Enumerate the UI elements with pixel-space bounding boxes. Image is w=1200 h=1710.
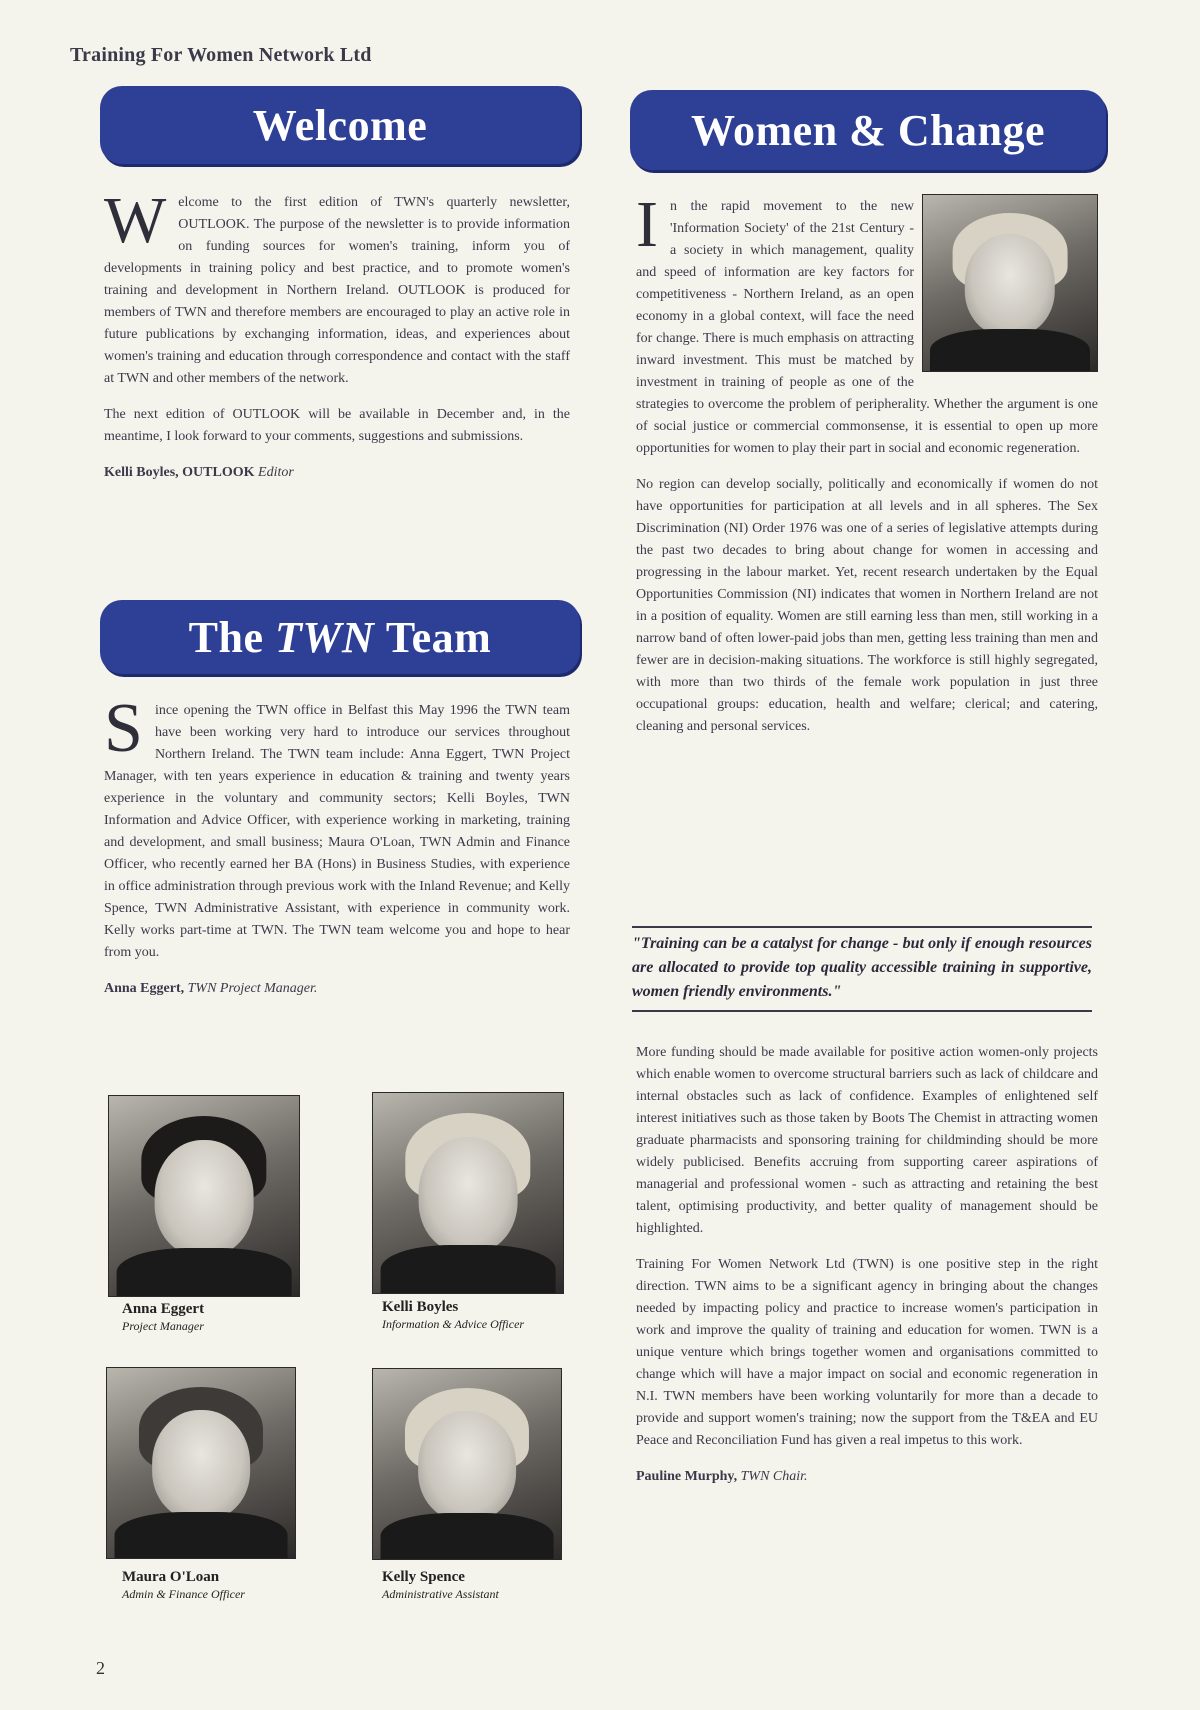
women-para-2: No region can develop socially, politically and economically if women do not have opportunities for participation at all levels and in all spheres. The Sex Discrimination (NI) Order 1976 was one of a series of legislative attempts during the past two decades to bring about change for women in accessing and progressing in the labour market. Yet, recent research undertaken by the Equal Opportunities Commission (NI) indicates that women in Northern Ireland are not in a position of equality. Women are still earning less than men, still working in a narrow band of often lower-paid jobs than men, getting less training than men and fewer are in decision-making situations. The workforce is still highly segregated, with more than two thirds of the female work population in just three occupational groups: education, health and welfare; clerical; and catering, cleaning and personal services. bbox=[636, 477, 1098, 734]
welcome-para-1 bbox=[104, 184, 570, 390]
welcome-dropcap: W bbox=[104, 184, 167, 257]
caption-role: Administrative Assistant bbox=[382, 1587, 499, 1601]
women-change-banner bbox=[630, 90, 1106, 170]
caption-role: Admin & Finance Officer bbox=[122, 1587, 245, 1601]
caption-name: Kelly Spence bbox=[382, 1569, 465, 1585]
caption-role: Information & Advice Officer bbox=[382, 1317, 525, 1331]
welcome-body bbox=[104, 184, 570, 484]
team-sig-role: TWN Project Manager. bbox=[187, 981, 318, 996]
welcome-para-1-text: elcome to the first edition of TWN's quarterly newsletter, OUTLOOK. The purpose of the newsletter is to provide information on funding sources for women's training, inform you of developments in training policy and best practice, and to promote women's training and development in Northern Ireland. OUTLOOK is produced for members of TWN and therefore members are encouraged to play an active role in future publications by exchanging information, ideas, and experiences about women's training and education through correspondence and contact with the staff at TWN and other members of the network. bbox=[104, 195, 570, 386]
team-title-twn: TWN bbox=[275, 612, 375, 662]
photo-kelli-boyles bbox=[372, 1092, 564, 1294]
team-signature bbox=[104, 978, 570, 1000]
pull-quote: "Training can be a catalyst for change - but only if enough resources are allocated to provide top quality accessible training in supportive, women friendly environments." bbox=[632, 926, 1092, 1012]
photo-kelly-spence bbox=[372, 1368, 562, 1560]
page-number: 2 bbox=[96, 1658, 105, 1678]
caption-name: Anna Eggert bbox=[122, 1301, 205, 1317]
team-title-pre: The bbox=[188, 612, 264, 662]
women-sig-role: TWN Chair. bbox=[740, 1469, 808, 1484]
photo-spacer bbox=[914, 196, 1098, 376]
women-para-4: Training For Women Network Ltd (TWN) is one positive step in the right direction. TWN aims to be a significant agency in bringing about the changes needed by impacting policy and practice to increase women's participation in work and improve the quality of training and education for women. TWN is a unique venture which brings together women and organisations committed to change which will have a major impact on social and economic regeneration in N.I. TWN members have been working voluntarily for more than a decade to provide and support women's training; now the support from the T&EA and EU Peace and Reconciliation Fund has given a real impetus to this work. bbox=[636, 1257, 1098, 1448]
caption-name: Maura O'Loan bbox=[122, 1569, 220, 1585]
caption-role: Project Manager bbox=[122, 1319, 204, 1333]
caption-maura-oloan bbox=[122, 1568, 302, 1602]
women-body-top bbox=[636, 188, 1098, 752]
photo-anna-eggert bbox=[108, 1095, 300, 1297]
women-signature bbox=[636, 1466, 1098, 1488]
women-para-1-text: n the rapid movement to the new 'Information Society' of the 21st Century - a society in which management, quality and speed of information are key factors for competitiveness - Northern Ireland, as an open economy in a global context, will face the need for change. There is much emphasis on attracting inward investment. This must be matched by investment in training of people as one of the strategies to overcome the problem of peripherality. Whether the argument is one of social justice or commercial commonsense, it is essential to open up more opportunities for women to play their part in social and economic regeneration. bbox=[636, 199, 1098, 456]
women-change-title: Women & Change bbox=[690, 105, 1046, 155]
org-header: Training For Women Network Ltd bbox=[70, 44, 372, 66]
women-dropcap: I bbox=[636, 188, 658, 261]
team-title-post: Team bbox=[385, 612, 492, 662]
women-para-3: More funding should be made available for positive action women-only projects which enable women to overcome structural barriers such as lack of childcare and internal obstacles such as lack of confidence. Examples of enlightened self interest initiatives such as those taken by Boots The Chemist in attracting women graduate pharmacists and sponsoring training for childminding should be more widely publicised. Benefits accruing from supporting career aspirations of managerial and professional women - such as attracting and retaining the best talent, optimising productivity, and better quality of management should be highlighted. bbox=[636, 1045, 1098, 1236]
caption-kelly-spence bbox=[382, 1568, 562, 1602]
women-sig-name: Pauline Murphy, bbox=[636, 1469, 738, 1484]
welcome-sig-name: Kelli Boyles, OUTLOOK bbox=[104, 465, 255, 480]
caption-anna-eggert bbox=[122, 1300, 302, 1334]
welcome-title: Welcome bbox=[252, 100, 428, 150]
women-body-bottom bbox=[636, 1042, 1098, 1488]
team-body bbox=[104, 690, 570, 1000]
team-sig-name: Anna Eggert, bbox=[104, 981, 185, 996]
welcome-para-2: The next edition of OUTLOOK will be available in December and, in the meantime, I look forward to your comments, suggestions and submissions. bbox=[104, 407, 570, 444]
team-dropcap: S bbox=[104, 690, 143, 767]
team-banner bbox=[100, 600, 580, 674]
welcome-signature bbox=[104, 462, 570, 484]
welcome-banner bbox=[100, 86, 580, 164]
welcome-sig-role: Editor bbox=[258, 465, 294, 480]
photo-maura-oloan bbox=[106, 1367, 296, 1559]
team-para-text: ince opening the TWN office in Belfast this May 1996 the TWN team have been working very hard to introduce our services throughout Northern Ireland. The TWN team include: Anna Eggert, TWN Project Manager, with ten years experience in education & training and twenty years experience in the voluntary and community sectors; Kelli Boyles, TWN Information and Advice Officer, with experience working in marketing, training and development, and small business; Maura O'Loan, TWN Admin and Finance Officer, who recently earned her BA (Hons) in Business Studies, with experience in office administration through previous work with the Inland Revenue; and Kelly Spence, TWN Administrative Assistant, with experience in community work. Kelly works part-time at TWN. The TWN team welcome you and hope to hear from you. bbox=[104, 703, 570, 960]
team-para bbox=[104, 690, 570, 964]
caption-name: Kelli Boyles bbox=[382, 1299, 459, 1315]
caption-kelli-boyles bbox=[382, 1298, 562, 1332]
